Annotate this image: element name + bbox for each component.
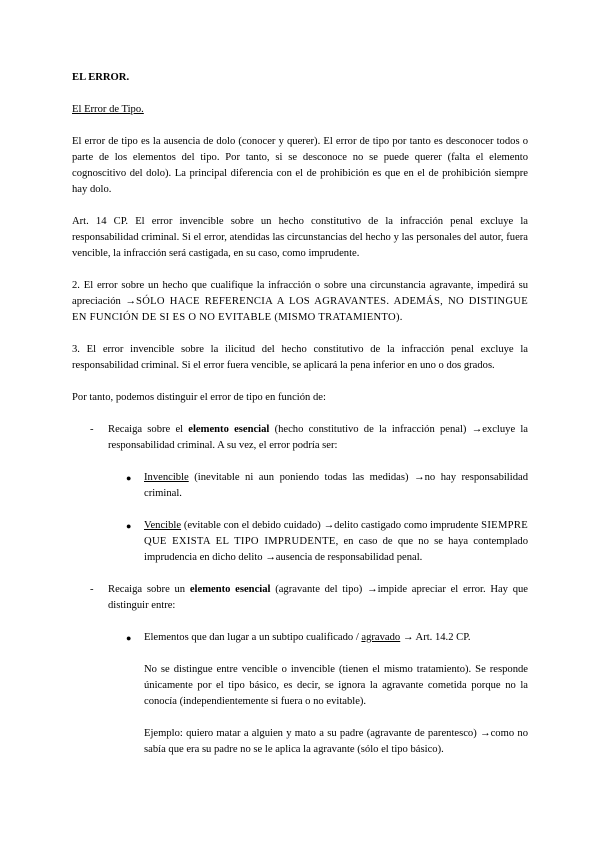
bullet-item-vencible: [72, 518, 528, 566]
section-subtitle: El Error de Tipo.: [72, 104, 144, 115]
bullet-text: (inevitable ni aun poniendo todas las medidas) →no hay responsabilidad criminal.: [144, 472, 528, 499]
bullet-caps: SIEMPRE QUE EXISTA EL TIPO IMPRUDENTE: [144, 520, 528, 547]
bullet-text: (evitable con el debido cuidado) →delito castigado como imprudente: [181, 520, 482, 531]
bullet-item-invencible: [72, 470, 528, 502]
bullet-term: Invencible: [144, 472, 189, 483]
paragraph-art-14-3: 3. El error invencible sobre la ilicitud del hecho constitutivo de la infracción penal excluye la responsabilidad criminal. Si el error fuera vencible, se aplicará la pena inferior en uno o dos grados.: [72, 344, 528, 371]
paragraph-art-14-2-caps: SÓLO HACE REFERENCIA A LOS AGRAVANTES. ADEMÁS, NO DISTINGUE EN FUNCIÓN DE SI ES O NO EVITABLE (MISMO TRATAMIENTO).: [72, 296, 528, 323]
dash-marker: -: [90, 584, 94, 595]
list-item-bold: elemento esencial: [188, 424, 270, 435]
bullet-item-subtipo-cualificado: [72, 630, 528, 646]
paragraph-same-treatment: No se distingue entre vencible o invencible (tienen el mismo tratamiento). Se responde únicamente por el tipo básico, es decir, se ignora la agravante cometida porque no la conocía (independientemente si fuera o no evitable).: [144, 664, 528, 707]
document-page: [72, 70, 528, 774]
bullet-marker: ●: [126, 633, 132, 643]
list-item-essential-element: [72, 422, 528, 454]
bullet-marker: ●: [126, 473, 132, 483]
paragraph-definition: El error de tipo es la ausencia de dolo (conocer y querer). El error de tipo por tanto es desconocer todos o parte de los elementos del tipo. Por tanto, si se desconoce no se puede querer (falta el elemento cognoscitivo del dolo). La principal diferencia con el de prohibición es que en el de prohibición siempre hay dolo.: [72, 136, 528, 195]
bullet-term: Vencible: [144, 520, 182, 531]
bullet-text: , en caso de que no se haya contemplado imprudencia en dicho delito →ausencia de responsabilidad penal.: [144, 536, 528, 563]
bullet-text: Elementos que dan lugar a un subtipo cualificado /: [144, 632, 362, 643]
list-item-text: (agravante del tipo) →impide apreciar el error. Hay que distinguir entre:: [108, 584, 529, 611]
list-item-accidental-element: [72, 582, 528, 614]
paragraph-example: Ejemplo: quiero matar a alguien y mato a su padre (agravante de parentesco) →como no sabía que era su padre no se le aplica la agravante (sólo el tipo básico).: [144, 728, 528, 755]
dash-marker: -: [90, 424, 94, 435]
list-item-text: Recaiga sobre el: [108, 424, 189, 435]
list-item-bold: elemento esencial: [189, 584, 271, 595]
bullet-underlined: agravado: [361, 632, 401, 643]
paragraph-art-14-2: [72, 278, 528, 326]
list-item-text: Recaiga sobre un: [108, 584, 190, 595]
bullet-marker: ●: [126, 521, 132, 531]
document-title: EL ERROR.: [72, 72, 130, 83]
paragraph-art-14-2-text: 2. El error sobre un hecho que cualifique la infracción o sobre una circunstancia agravante, impedirá su apreciación →: [72, 280, 528, 307]
list-item-text: (hecho constitutivo de la infracción penal) →excluye la responsabilidad criminal. A su vez, el error podría ser:: [108, 424, 528, 451]
paragraph-art-14: Art. 14 CP. El error invencible sobre un hecho constitutivo de la infracción penal excluye la responsabilidad criminal. Si el error, atendidas las circunstancias del hecho y las personales del autor, fuera vencible, la infracción será castigada, en su caso, como imprudente.: [72, 216, 528, 259]
bullet-text: → Art. 14.2 CP.: [400, 632, 471, 643]
paragraph-intro-list: Por tanto, podemos distinguir el error de tipo en función de:: [72, 392, 326, 403]
